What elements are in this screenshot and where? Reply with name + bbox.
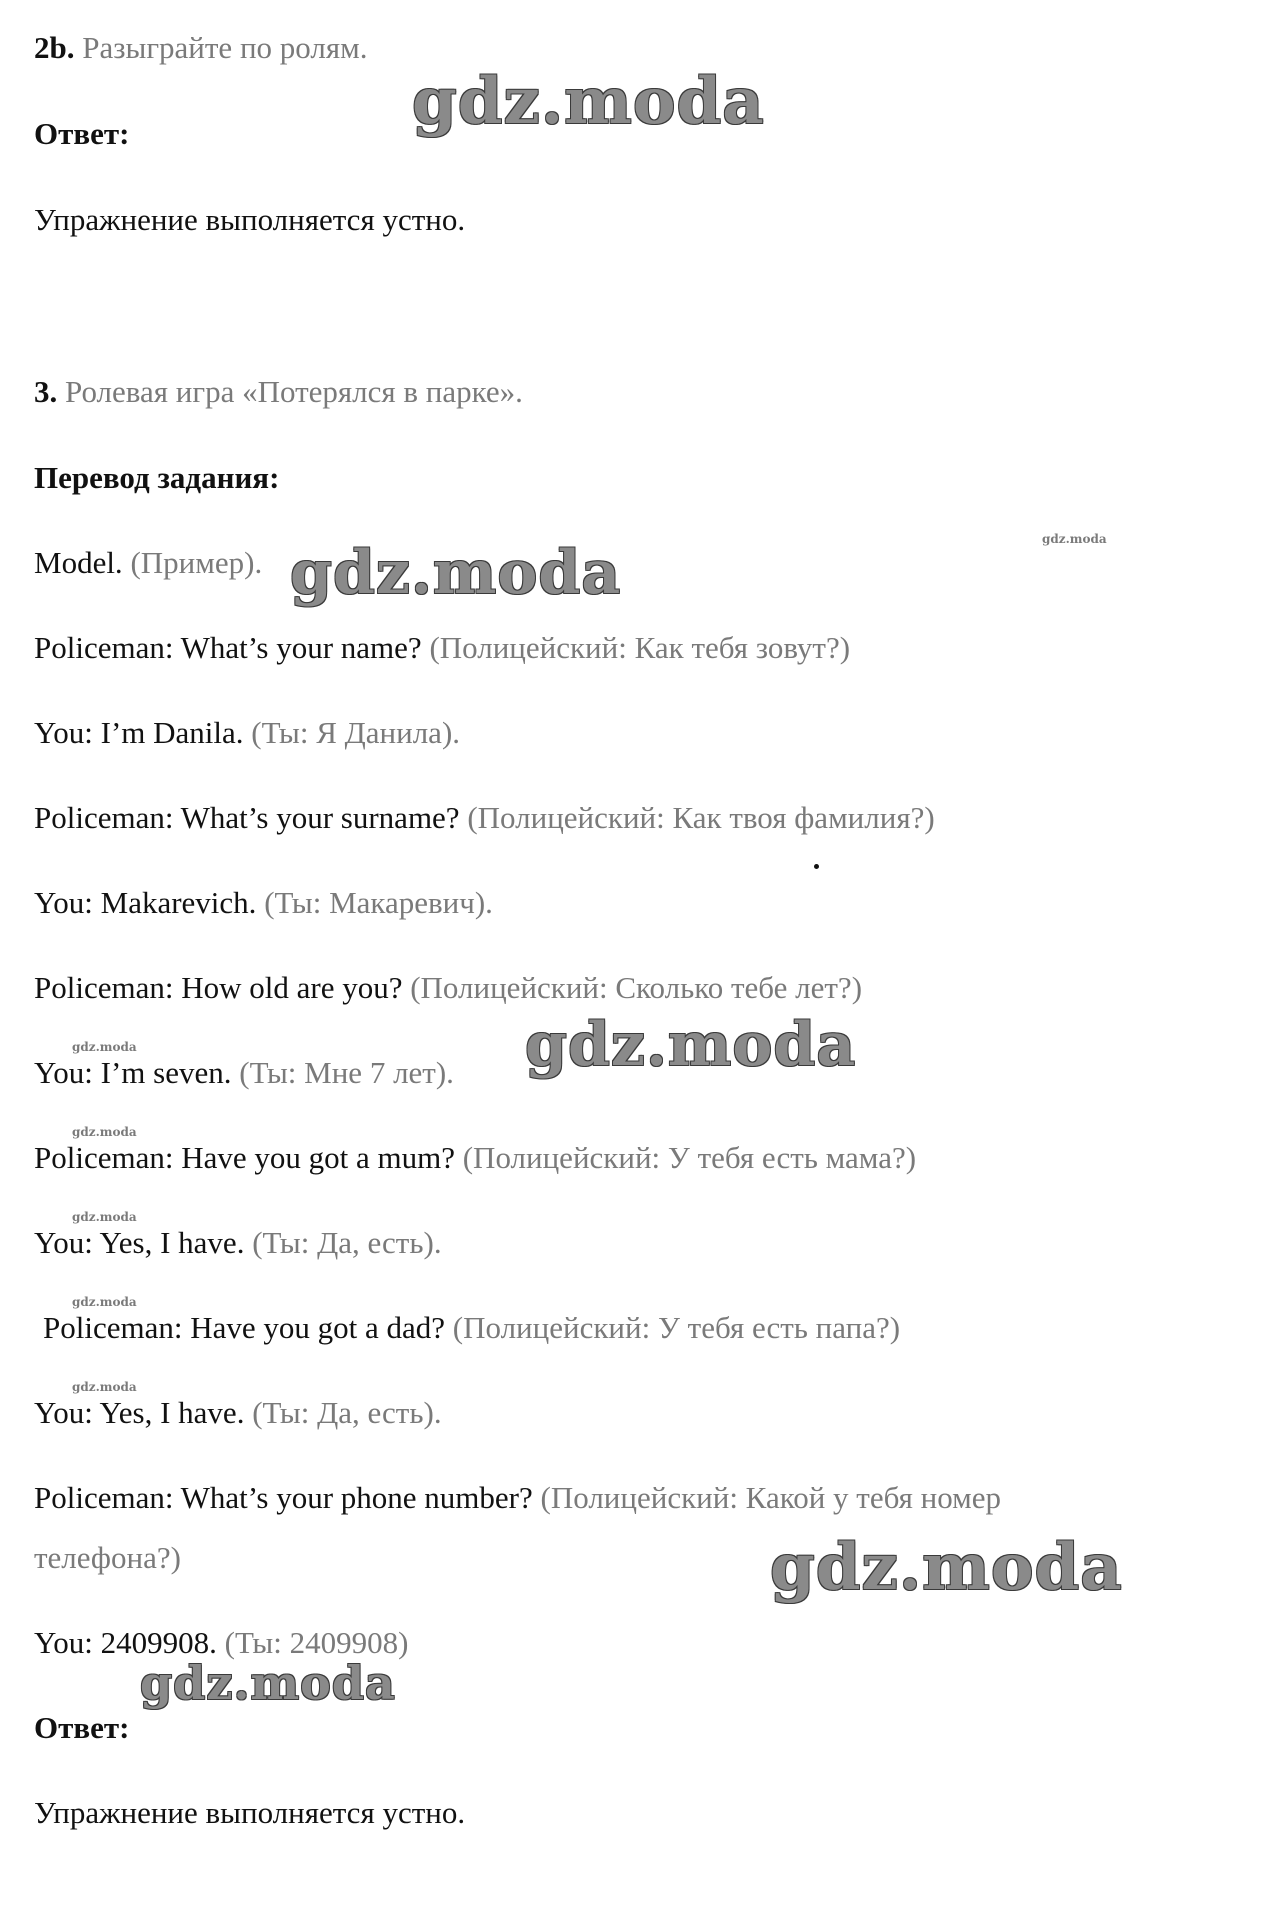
watermark-logo: gdz.moda (412, 64, 765, 139)
watermark-small: gdz.moda (72, 1040, 137, 1054)
dialogue-en: You: Makarevich. (34, 885, 257, 920)
dialogue-ru: (Ты: Да, есть). (252, 1225, 442, 1260)
dialogue-line (43, 1308, 900, 1348)
dialogue-line-continuation: телефона?) (34, 1540, 181, 1575)
dialogue-en: Policeman: Have you got a dad? (43, 1310, 446, 1345)
dialogue-ru: (Полицейский: Как твоя фамилия?) (467, 800, 935, 835)
dialogue-en: Policeman: What’s your phone number? (34, 1480, 533, 1515)
dialogue-ru: (Полицейский: Как тебя зовут?) (429, 630, 851, 665)
task-3-number: 3. (34, 374, 58, 409)
dialogue-ru: (Ты: 2409908) (224, 1625, 409, 1660)
task-3-answer-text: Упражнение выполняется устно. (34, 1795, 466, 1830)
dialogue-en: Policeman: How old are you? (34, 970, 403, 1005)
task-2b-number: 2b. (34, 30, 75, 65)
dialogue-en: You: Yes, I have. (34, 1395, 245, 1430)
dialogue-line (34, 968, 862, 1008)
model-line (34, 543, 262, 583)
dialogue-ru: (Полицейский: У тебя есть мама?) (462, 1140, 917, 1175)
watermark-logo: gdz.moda (290, 538, 622, 608)
watermark-logo: gdz.moda (525, 1010, 857, 1080)
dialogue-ru: (Ты: Мне 7 лет). (239, 1055, 454, 1090)
dialogue-en: You: I’m Danila. (34, 715, 244, 750)
dialogue-ru: (Ты: Я Данила). (251, 715, 461, 750)
dialogue-line (34, 798, 935, 838)
dialogue-en: You: 2409908. (34, 1625, 217, 1660)
task-2b-answer-label: Ответ: (34, 116, 130, 151)
watermark-logo: gdz.moda (770, 1530, 1123, 1605)
dialogue-line (34, 628, 850, 668)
dialogue-en: Policeman: What’s your surname? (34, 800, 460, 835)
dialogue-ru: (Полицейский: У тебя есть папа?) (452, 1310, 901, 1345)
task-3-translation-label: Перевод задания: (34, 460, 280, 495)
dialogue-en: You: I’m seven. (34, 1055, 232, 1090)
model-en: Model. (34, 545, 123, 580)
dialogue-line (34, 1138, 916, 1178)
task-3-heading (34, 372, 523, 412)
dialogue-ru: (Ты: Макаревич). (264, 885, 493, 920)
watermark-small: gdz.moda (72, 1295, 137, 1309)
dialogue-line (34, 713, 460, 753)
watermark-small: gdz.moda (1042, 532, 1107, 546)
task-3-answer-label: Ответ: (34, 1710, 130, 1745)
dialogue-ru: (Полицейский: Сколько тебе лет?) (410, 970, 863, 1005)
task-3-instruction: Ролевая игра «Потерялся в парке». (65, 374, 523, 409)
dialogue-line (34, 883, 493, 923)
watermark-small: gdz.moda (72, 1210, 137, 1224)
dialogue-ru: (Полицейский: Какой у тебя номер (540, 1480, 1001, 1515)
stray-dot (814, 864, 819, 869)
model-ru: (Пример). (130, 545, 263, 580)
dialogue-en: Policeman: What’s your name? (34, 630, 422, 665)
watermark-small: gdz.moda (72, 1125, 137, 1139)
watermark-small: gdz.moda (72, 1380, 137, 1394)
dialogue-line (34, 1393, 442, 1433)
dialogue-en: Policeman: Have you got a mum? (34, 1140, 455, 1175)
dialogue-line (34, 1053, 454, 1093)
watermark-logo: gdz.moda (140, 1656, 396, 1710)
dialogue-ru: (Ты: Да, есть). (252, 1395, 442, 1430)
task-2b-instruction: Разыграйте по ролям. (82, 30, 368, 65)
dialogue-line (34, 1478, 1001, 1518)
task-2b-heading (34, 28, 367, 68)
task-2b-answer-text: Упражнение выполняется устно. (34, 202, 466, 237)
dialogue-line (34, 1223, 442, 1263)
dialogue-en: You: Yes, I have. (34, 1225, 245, 1260)
